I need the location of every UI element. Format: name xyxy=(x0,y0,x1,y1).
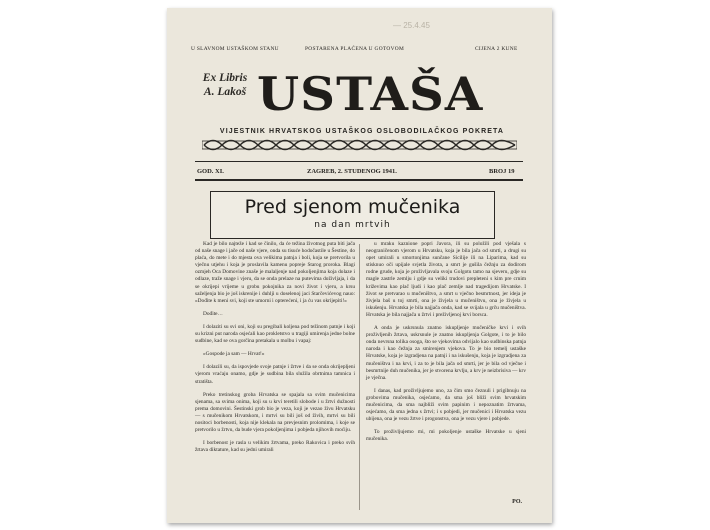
paragraph: I danas, kad proživljujemo uno, za čim smo čeznuli i prigibnuju na grobovima mučenika, osjećamo, da sma još bliži svim hrvatskim mučenicima, da sma najbliži svim papinim i nepoznatim žrtvama, osjećamo, da sma jedna s žrtvi; i s pobjedi, jer mučenici i Hrvatska vezu ubijena, ona je vezu žrtve i progonstva, ona je vezu vjere i pobjede. xyxy=(366,387,526,423)
ex-libris-line2: A. Lakoš xyxy=(203,86,247,98)
masthead-title: USTAŠA xyxy=(257,67,484,121)
ex-libris-line1: Ex Libris xyxy=(202,72,248,84)
top-center-line: POSTARENA PLAĆENA U GOTOVOM xyxy=(305,46,405,52)
paragraph: Kad je bilo najteže i kad se činilo, da će težina životnog puta biti jača od naše snage i jače od naše vjere, onda su tisuće hodočastile u Šestine, do plaća, do mete i do mjesta ova velikima patnja i boli, koja se pretvorila u vječnu utjehu i koja je proslavila kamenu popreje Starog proroka. Blagi ozmjeh Oca Domovine znaše je malaljenje nad pokoljenjima koja dolaze i odlaze, traže snage i vjeru, da se onda prelaze na putevima doživljaja, i da se okrijepi vrijeme u grobu pokojnika za novi život i vjeru, a krsu saželjenja bio je još iskrenije i duhlji u doselenoj jaci Starčevićevog nauo: »Dođite k meni svi, koji ste umorni i opterećeni, i ja ću vas okrijepiti!« xyxy=(195,241,355,304)
dateline-date: ZAGREB, 2. STUDENOG 1941. xyxy=(307,168,397,175)
dateline-rule-bottom xyxy=(195,179,523,181)
paragraph: I dolazili su, da ispovjede svoje patnje i žrtve i da se onda okrijepljeni vjerom vraćaju onamo, gdje je sudbina bila služila obrtnima tamnica i stratišta. xyxy=(195,364,355,385)
article-headline: Pred sjenom mučenika xyxy=(244,196,461,218)
paragraph: »Gospode ja sam — Hrvat!« xyxy=(203,351,265,358)
paragraph: I dolaziti su svi oni, koji su pregibali koljena pod težinom patnje i koji su krizni put naroda osjećali kao prokletstvo u tragiji umirenja jedne bolne sudbine, kad se ova gorčina pretakala u molbu i vapaj: xyxy=(195,323,355,345)
article-column-left xyxy=(195,241,355,454)
masthead-subtitle: VIJESTNIK HRVATSKOG USTAŠKOG OSLOBODILAČKOG POKRETA xyxy=(219,128,505,135)
top-left-line: U SLAVNOM USTAŠKOM STANU xyxy=(191,46,279,52)
paragraph: u mraku kaznione popri Javora, ili su položili pod vješala s neograničenom vjerom u Hrvatsku, koja je bila jača od smrti, a drugi su opet umirali u smortonjima sunčane Sicilije ili na Liparima, kad su stisknuo oči upijale svjetla života, a smrt je gušila čežnju za dodirom rodne grude, koja je proživljavala svoju Golgotu tamo na sjeveru, gdje su magle zastrle zemlju i gdje su veliki trudovi prepleteni s kim pre crnim križevima kao plač ljudi i kao plač zemlje nad tragedijom Hrvatske. I život se pretvarao u mučeništvo, a smrt u vječno besmrtnost, jer ideja je živjela baš u toj smrti, ona je živjela u mučeništvu, ona je živjela u iskušenju. Hrvatska je bila najjača onda, kad se svijala u grču mučeništva. Hrvatska je bila najjača u žrtvi i preživljenoj krvi borsca. xyxy=(366,241,526,318)
column-divider xyxy=(359,244,360,510)
paragraph: Dođite… xyxy=(203,310,223,317)
dateline-rule-top xyxy=(195,161,523,162)
top-right-line: CIJENA 2 KUNE xyxy=(475,46,518,52)
pencil-annotation: — 25.4.45 xyxy=(393,21,430,30)
headline-box xyxy=(210,191,495,239)
braid-ornament xyxy=(202,138,517,152)
paragraph: To proživljujemo mi, mi pokoljenje ustaške Hrvatske u sjeni mučenika. xyxy=(366,429,526,443)
ex-libris-stamp xyxy=(195,71,255,99)
article-signature: PO. xyxy=(512,499,522,505)
paragraph: A onda je uskrsnula znatno iskupljenje mučeničke krvi i svih proživljenih žrtava, uskrsnule je znatno iskupljenja Golgote, i to je bilo onda nevrsna tolika osoga, što se vjekovima odvijalo kao sudbinska patnja naroda i kao čežnja za smirenjem vjekova. To je bio temelj ustaške Hrvatske, koja je izgradjena na patnji i na iskušenju, koja je izgradjena za mučeništva i na krvi, i za to je bila jača od smrti, jer je bila od vječne i besmrtnije duh mučenika, jer je stvorena krvlju, a krv je neizbrisiva — krv je vječna. xyxy=(366,325,526,381)
article-column-right xyxy=(366,241,526,443)
article-subheadline: na dan mrtvih xyxy=(314,220,391,230)
newspaper-page xyxy=(167,8,552,523)
paragraph: I borbenost je rasla u velikim žrtvama, preko Rakovica i preko svih žrtava diktature, kad su jedni umirali xyxy=(195,440,355,454)
paragraph: Preko tretinskog groba Hrvatska se spajala sa svim mučenicima sjenama, sa svima onima, koji su u krvi teretili slobode i u žrtvi dužnosti prema domovini. Šestinski grob bio je veza, koji je vezao živu Hrvatsku — s mučenikom Hrvatskom, i mrtvi su bili još od živih, mrtvi su bili nositoci borbenosti, koja nije klekala na prevjesnim prolomima, i koje se pretvorilo u žrtvu, da bude vjera pokoljenjima i pobjeda njihovih moćiju. xyxy=(195,391,355,434)
dateline-volume: GOD. XI. xyxy=(197,168,224,175)
dateline-issue: BROJ 19 xyxy=(489,168,515,175)
